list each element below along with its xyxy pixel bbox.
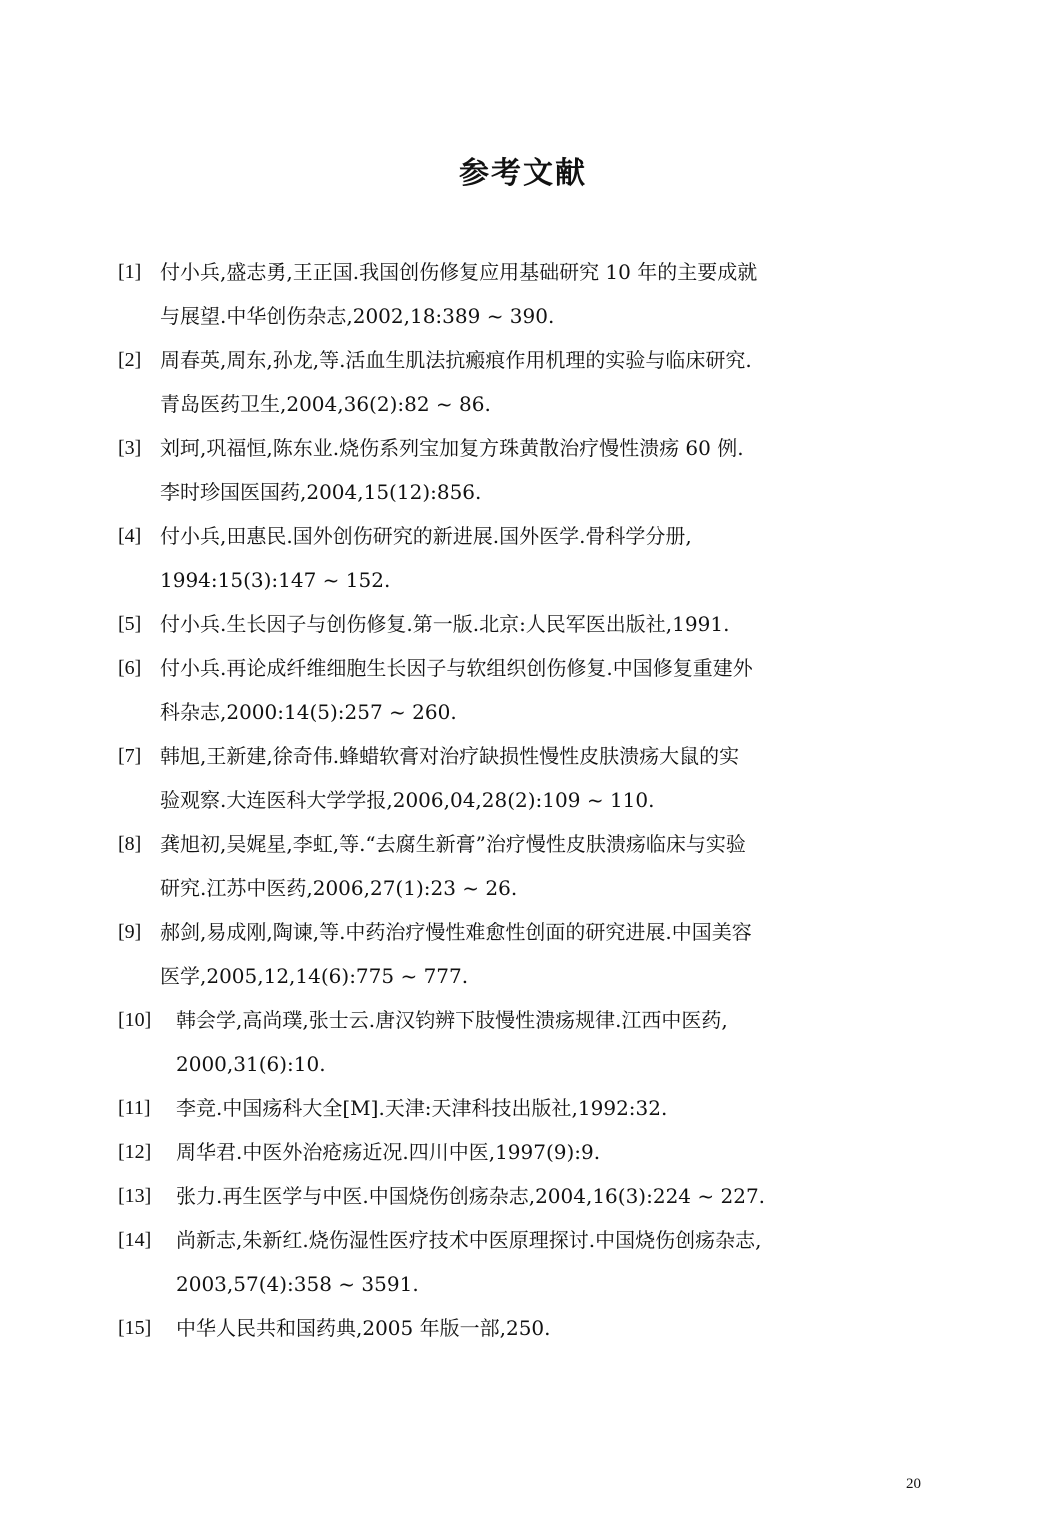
- reference-text: 付小兵.再论成纤维细胞生长因子与软组织创伤修复.中国修复重建外: [160, 656, 753, 680]
- reference-item: [118, 1306, 926, 1350]
- reference-number: [2]: [118, 349, 142, 371]
- reference-item: [118, 998, 926, 1086]
- page-number: 20: [906, 1476, 921, 1492]
- reference-item: [118, 646, 926, 734]
- reference-text: 中华人民共和国药典,2005 年版一部,250.: [176, 1316, 551, 1340]
- reference-text-continued: 医学,2005,12,14(6):775 ~ 777.: [160, 964, 469, 988]
- reference-number: [14]: [118, 1229, 152, 1251]
- reference-text: 郝剑,易成刚,陶谏,等.中药治疗慢性难愈性创面的研究进展.中国美容: [160, 920, 752, 944]
- reference-number: [9]: [118, 921, 142, 943]
- reference-text-continued: 与展望.中华创伤杂志,2002,18:389 ~ 390.: [160, 304, 555, 328]
- reference-number: [3]: [118, 437, 142, 459]
- reference-text: 尚新志,朱新红.烧伤湿性医疗技术中医原理探讨.中国烧伤创疡杂志,: [176, 1228, 762, 1252]
- reference-text: 付小兵,盛志勇,王正国.我国创伤修复应用基础研究 10 年的主要成就: [160, 260, 758, 284]
- reference-text-continued: 2000,31(6):10.: [176, 1052, 326, 1076]
- reference-item: [118, 734, 926, 822]
- reference-number: [13]: [118, 1185, 152, 1207]
- reference-item: [118, 1130, 926, 1174]
- reference-item: [118, 602, 926, 646]
- reference-text: 龚旭初,吴娓星,李虹,等.“去腐生新膏”治疗慢性皮肤溃疡临床与实验: [160, 832, 746, 856]
- reference-text-continued: 2003,57(4):358 ~ 3591.: [176, 1272, 419, 1296]
- reference-text: 付小兵,田惠民.国外创伤研究的新进展.国外医学.骨科学分册,: [160, 524, 692, 548]
- reference-text: 韩旭,王新建,徐奇伟.蜂蜡软膏对治疗缺损性慢性皮肤溃疡大鼠的实: [160, 744, 740, 768]
- reference-item: [118, 822, 926, 910]
- reference-item: [118, 1174, 926, 1218]
- reference-number: [7]: [118, 745, 142, 767]
- page-title: 参考文献: [459, 156, 587, 191]
- reference-text: 张力.再生医学与中医.中国烧伤创疡杂志,2004,16(3):224 ~ 227.: [176, 1184, 766, 1208]
- reference-number: [11]: [118, 1097, 151, 1119]
- reference-number: [6]: [118, 657, 142, 679]
- reference-number: [5]: [118, 613, 142, 635]
- reference-text: 付小兵.生长因子与创伤修复.第一版.北京:人民军医出版社,1991.: [160, 612, 730, 636]
- reference-number: [4]: [118, 525, 142, 547]
- reference-item: [118, 1086, 926, 1130]
- reference-text-continued: 1994:15(3):147 ~ 152.: [160, 568, 391, 592]
- reference-number: [10]: [118, 1009, 152, 1031]
- reference-number: [15]: [118, 1317, 152, 1339]
- reference-text: 刘珂,巩福恒,陈东业.烧伤系列宝加复方珠黄散治疗慢性溃疡 60 例.: [160, 436, 744, 460]
- reference-item: [118, 338, 926, 426]
- reference-number: [1]: [118, 261, 142, 283]
- reference-text-continued: 科杂志,2000:14(5):257 ~ 260.: [160, 700, 457, 724]
- reference-text-continued: 研究.江苏中医药,2006,27(1):23 ~ 26.: [160, 876, 518, 900]
- reference-number: [12]: [118, 1141, 152, 1163]
- reference-text: 周华君.中医外治疮疡近况.四川中医,1997(9):9.: [176, 1140, 601, 1164]
- reference-text: 周春英,周东,孙龙,等.活血生肌法抗瘢痕作用机理的实验与临床研究.: [160, 348, 752, 372]
- reference-text-continued: 李时珍国医国药,2004,15(12):856.: [160, 480, 482, 504]
- reference-item: [118, 1218, 926, 1306]
- reference-item: [118, 514, 926, 602]
- reference-item: [118, 426, 926, 514]
- reference-text: 李竞.中国疡科大全[M].天津:天津科技出版社,1992:32.: [176, 1096, 668, 1120]
- reference-item: [118, 910, 926, 998]
- reference-text: 韩会学,高尚璞,张士云.唐汉钧辨下肢慢性溃疡规律.江西中医药,: [176, 1008, 728, 1032]
- reference-number: [8]: [118, 833, 142, 855]
- reference-item: [118, 250, 926, 338]
- reference-list: [118, 250, 926, 1350]
- reference-text-continued: 青岛医药卫生,2004,36(2):82 ~ 86.: [160, 392, 491, 416]
- reference-text-continued: 验观察.大连医科大学学报,2006,04,28(2):109 ~ 110.: [160, 788, 655, 812]
